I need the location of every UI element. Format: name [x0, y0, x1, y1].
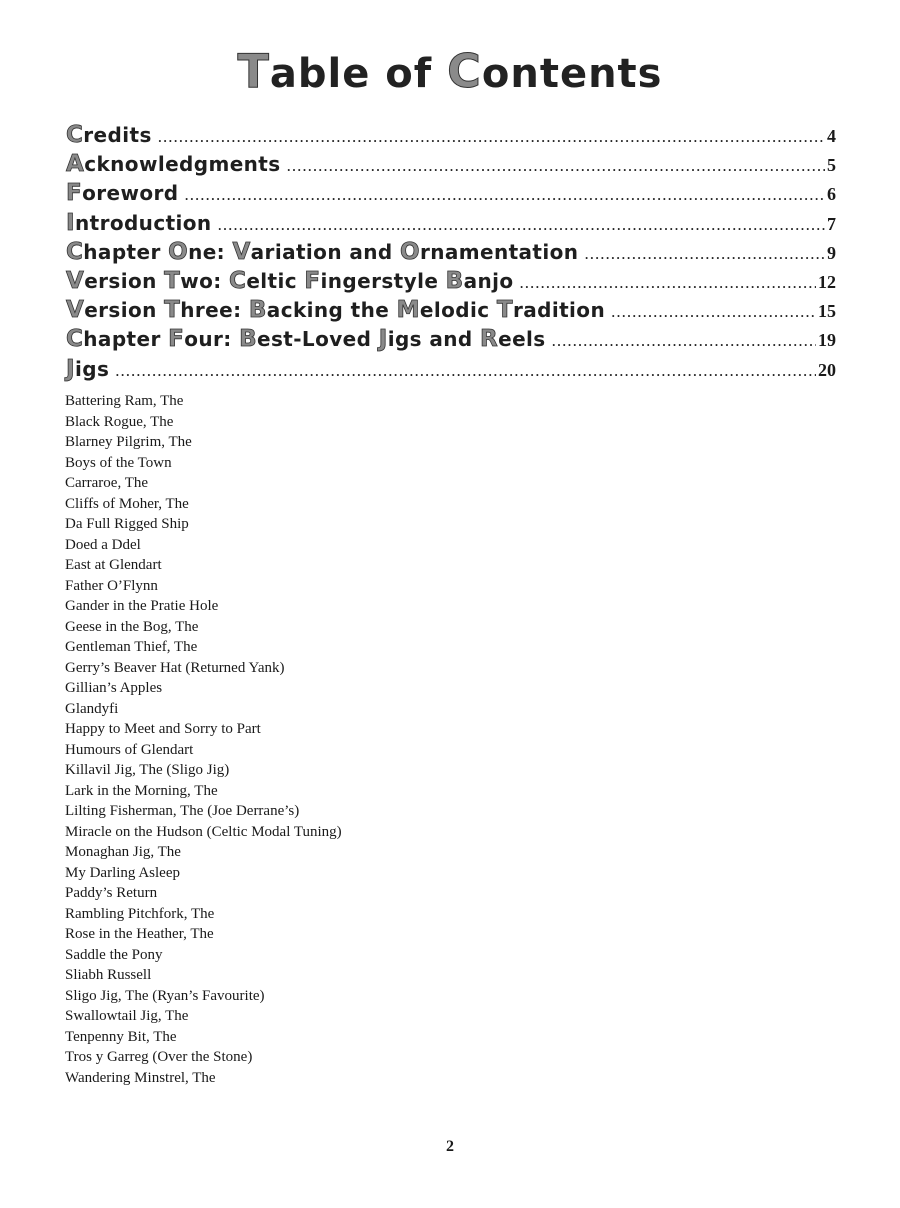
jig-list-item: Geese in the Bog, The	[65, 618, 199, 635]
toc-entry-page: 20	[818, 359, 836, 380]
jig-list-item: Glandyfi	[65, 700, 119, 717]
jig-list-item: Rambling Pitchfork, The	[65, 905, 215, 922]
toc-entry-page: 15	[818, 301, 836, 322]
toc-entry-page: 4	[827, 126, 836, 146]
jig-list-item: Rose in the Heather, The	[65, 926, 214, 942]
title-initial-cap: C	[447, 44, 482, 98]
toc-entry	[66, 268, 836, 297]
jig-list-item: East at Glendart	[65, 557, 162, 573]
toc-dot-leader	[611, 302, 816, 322]
jig-list-item: Humours of Glendart	[65, 741, 194, 758]
jig-list-item: Lilting Fisherman, The (Joe Derrane’s)	[65, 803, 300, 819]
toc-dot-leader	[287, 156, 825, 176]
toc-entry-label: Chapter One: Variation and Ornamentation	[66, 238, 579, 265]
toc-entry-page: 7	[827, 213, 836, 234]
page-title	[0, 44, 900, 98]
table-of-contents	[66, 122, 836, 385]
jig-list-item: My Darling Asleep	[65, 864, 180, 881]
jig-list-item: Miracle on the Hudson (Celtic Modal Tuning)	[65, 823, 342, 840]
jig-list-item: Gentleman Thief, The	[65, 639, 198, 655]
jig-list-item: Wandering Minstrel, The	[65, 1069, 216, 1086]
title-initial-cap: T	[237, 44, 270, 98]
toc-dot-leader	[552, 331, 816, 351]
title-text-part: able of	[269, 51, 448, 97]
jig-list	[65, 391, 342, 1088]
toc-entry	[66, 239, 836, 268]
jig-list-item: Battering Ram, The	[65, 393, 184, 409]
title-text-part: ontents	[481, 51, 663, 97]
toc-entry-label: Chapter Four: Best-Loved Jigs and Reels	[66, 326, 546, 353]
jig-list-item: Saddle the Pony	[65, 946, 163, 963]
toc-entry-label: Introduction	[66, 209, 212, 236]
jig-list-item: Carraroe, The	[65, 475, 149, 491]
toc-dot-leader	[115, 361, 816, 381]
toc-entry-label: Version Three: Backing the Melodic Tradition	[66, 297, 606, 324]
page-number: 2	[446, 1138, 454, 1155]
toc-entry-page: 5	[827, 155, 836, 176]
jig-list-item: Tros y Garreg (Over the Stone)	[65, 1049, 253, 1065]
jig-list-item: Sligo Jig, The (Ryan’s Favourite)	[65, 987, 265, 1004]
toc-entry	[66, 297, 836, 326]
toc-entry-page: 19	[818, 330, 836, 351]
toc-entry	[66, 210, 836, 239]
toc-entry-label: Foreword	[66, 180, 179, 207]
toc-entry-label: Acknowledgments	[66, 151, 281, 178]
toc-entry	[66, 151, 836, 180]
toc-dot-leader	[584, 244, 825, 264]
toc-entry-label: Credits	[66, 122, 152, 148]
toc-entry-page: 9	[827, 242, 836, 263]
jig-list-item: Tenpenny Bit, The	[65, 1028, 177, 1045]
toc-entry-label: Jigs	[66, 355, 110, 382]
jig-list-item: Gander in the Pratie Hole	[65, 598, 219, 614]
jig-list-item: Gerry’s Beaver Hat (Returned Yank)	[65, 659, 285, 676]
toc-entry	[66, 356, 836, 385]
toc-entry-page: 6	[827, 184, 836, 205]
jig-list-item: Monaghan Jig, The	[65, 844, 181, 860]
jig-list-item: Gillian’s Apples	[65, 680, 163, 696]
toc-entry	[66, 180, 836, 209]
jig-list-item: Boys of the Town	[65, 454, 172, 471]
toc-dot-leader	[158, 127, 825, 147]
toc-entry	[66, 326, 836, 355]
toc-dot-leader	[185, 185, 826, 205]
toc-dot-leader	[520, 273, 816, 293]
jig-list-item: Paddy’s Return	[65, 885, 158, 901]
jig-list-item: Doed a Ddel	[65, 536, 141, 553]
jig-list-item: Killavil Jig, The (Sligo Jig)	[65, 762, 230, 778]
toc-entry-label: Version Two: Celtic Fingerstyle Banjo	[66, 267, 514, 294]
jig-list-item: Blarney Pilgrim, The	[65, 434, 192, 450]
toc-entry	[66, 122, 836, 151]
jig-list-item: Lark in the Morning, The	[65, 782, 218, 799]
jig-list-item: Swallowtail Jig, The	[65, 1008, 189, 1024]
jig-list-item: Black Rogue, The	[65, 413, 174, 430]
jig-list-item: Happy to Meet and Sorry to Part	[65, 721, 261, 737]
toc-dot-leader	[218, 215, 825, 235]
jig-list-item: Sliabh Russell	[65, 967, 152, 983]
toc-entry-page: 12	[818, 271, 836, 292]
jig-list-item: Da Full Rigged Ship	[65, 516, 189, 532]
jig-list-item: Father O’Flynn	[65, 577, 158, 594]
jig-list-item: Cliffs of Moher, The	[65, 495, 189, 512]
